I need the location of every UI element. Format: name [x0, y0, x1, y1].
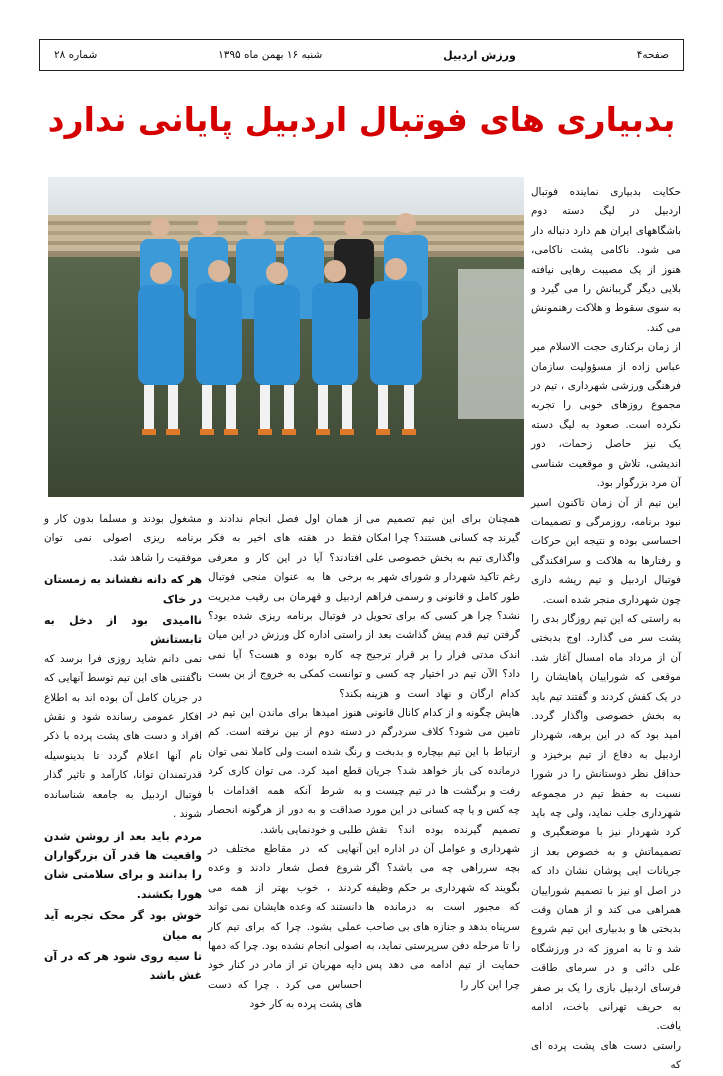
page-number: صفحه۴ [636, 49, 669, 61]
paragraph: هنوز امیدها برای ماندن این تیم در دسته دوم از بین نرفته است. کم رنگ شده است ولی کاملا نمی توان قطع امید کرد. می توان کاری کرد به شرط آنکه همه اقدامات با صداقت و به دور از هرگونه انحصار طلبی و خودنمایی باشد. [208, 707, 362, 836]
paragraph: از زمان برکناری حجت الاسلام میر عباس زاده از مسؤولیت سازمان فرهنگی ورزشی شهرداری ، تیم در مجموع روزهای خوبی را تجربه نکرده است. صعود به لیگ دسته یک نیز حاصل زحمات، دور اندیشی، تلاش و موقعیت شناسی آن مرد بزرگوار بود. [531, 341, 681, 490]
paragraph: آنهایی که در مقاطع مختلف در شروع فصل شعار دادند و وعده کردند ، خوب بهتر از همه می دانستند که وعده هایشان نمی تواند عملی بشود. چرا که برای تیم کار اصولی انجام نشده بود. چرا که دمها دایه مهربان تر از مادر در کنار خود احساس می کرد . چرا که دست های پشت پرده به کار خود [208, 842, 362, 1011]
paragraph: به راستی که این تیم روزگار بدی را پشت سر می گذارد. اوج بدبختی آن از مرداد ماه امسال آغاز شد. موقعی که شوراییان پاهایشان را در یک کفش کردند و گفتند تیم باید به بخش خصوصی واگذار گردد. امید بود که در این برهه، شهردار اردبیل به دفاع از تیم برخیزد و حداقل نظر دوستانش را در شورا نسبت به حفظ تیم در مجموعه شهرداری جلب نماید، ولی چه باید کرد شهردار نیز با موضعگیری و تصمیماتش و به خصوص بعد از جریانات ایی پوشان نشان داد که در اصل او نیز با تصمیم شوراییان همراهی می کند و از همان وقت بدبختی ها و بدبیاری این تیم شروع شد و تا به امروز که در ورزشگاه علی دائی و در سرمای طاقت فرسای اردبیل بازی را یک بر صفر به حریف تهرانی باخت، ادامه یافت. [531, 612, 681, 1033]
team-photo-illustration [48, 177, 524, 497]
publication-name: ورزش اردبیل [443, 48, 516, 62]
poem-line: ناامیدی بود از دخل به تابستانش [44, 614, 202, 647]
poem-line: خوش بود گر محک تجربه آید به میان [44, 909, 202, 942]
paragraph: این تیم از آن زمان تاکنون اسیر نبود برنامه، روزمرگی و تصمیمات احساسی بوده و نتیجه این حرکات و رفتارها به هلاکت و سرافکندگی فوتبال اردبیل و تیم ریشه داری چون شهرداری منجر شده است. [531, 496, 681, 606]
poem-line: تا سیه روی شود هر که در آن غش باشد [44, 949, 202, 983]
issue-date: شنبه ۱۶ بهمن ماه ۱۳۹۵ [218, 49, 323, 61]
paragraph: راستی دست های پشت پرده ای که [531, 1039, 681, 1072]
article-column-1 [531, 183, 681, 1076]
poem-line: هر که دانه نفشاند به زمستان در خاک [44, 573, 202, 606]
page-header [39, 39, 684, 71]
paragraph: همچنان برای این تیم تصمیم می گیرند چه کسانی هستند؟ چرا امکان واگذاری تیم به بخش خصوصی علی رغم تاکید شهردار و شورای شهر به طور کامل و قانونی و رسمی فراهم نشد؟ چرا هر کسی که برای تحویل گرفتن تیم قدم پیش گذاشت بعد از اندک مدتی فرار را بر قرار ترجیح داد؟ الآن تیم در اختیار چه کسی و کدام ارگان و نهاد است و هزینه هایش چگونه و از کدام کانال قانونی تامین می شود؟ کلاف سردرگم در ارتباط با این تیم بیچاره و بدبخت و درمانده کی باز خواهد شد؟ جریان رفت و برگشت ها در تیم چیست و چه کس و یا چه کسانی در این مورد تصمیم گیرنده بوده اند؟ نقش شهرداری و عوامل آن در اداره این بچه سرراهی چه می باشد؟ اگر بگویند که شهرداری بر حکم وظیفه که مجبور است به درمانده ها سرپناه بدهد و جنازه های بی صاحب را تا مرحله دفن سرپرستی نماید، به حمایت از تیم ادامه می دهد پس چرا این کار را [366, 513, 520, 991]
bold-paragraph: مردم باید بعد از روشن شدن واقعیت ها قدر آن بزرگواران را بدانند و برای سلامتی شان هورا بکشند. [44, 829, 202, 901]
paragraph: حکایت بدبیاری نماینده فوتبال اردبیل در لیگ دسته دوم باشگاههای ایران هم دارد دنباله دار می شود. ناکامی پشت ناکامی، هنوز از یک مصیبت رهایی نیافته بلایی دیگر گریبانش را می گیرد و به سوی سقوط و هلاکت رهنمونش می کند. [531, 186, 681, 334]
paragraph: مشغول بودند و مسلما بدون کار و برنامه ریزی اصولی نمی توان موفقیت را شاهد شد. [44, 513, 202, 564]
article-column-3 [208, 510, 362, 1015]
article-column-4 [44, 510, 202, 986]
article-column-2 [366, 510, 520, 995]
issue-number: شماره ۲۸ [54, 49, 98, 61]
paragraph: نمی دانم شاید روزی فرا برسد که ناگفتنی های این تیم توسط آنهایی که در جریان کامل آن بوده اند به اطلاع افکار عمومی رسانده شود و نقش افراد و دست های پشت پرده با ذکر نام آنها اعلام گردد تا بدینوسیله قدرتمندان توانا، کارآمد و تاثیر گذار فوتبال اردبیل به جامعه شناسانده شوند . [44, 652, 202, 821]
article-title: بدبیاری های فوتبال اردبیل پایانی ندارد [47, 100, 676, 139]
team-photo [48, 177, 524, 497]
paragraph: از همان اول فصل انجام ندادند و فقط در هفته های اخیر به فکر افتادند؟ آیا در این کار و معرفی برخی ها به عنوان منجی فوتبال اردبیل و قهرمان بی رقیب مدیریت در فوتبال برنامه ریزی شده بود؟ راستی اداره کل ورزش در این میان چه کاره بوده و هست؟ آیا نمی توانست کمکی به خروج از بن بست بکند؟ [208, 513, 362, 700]
